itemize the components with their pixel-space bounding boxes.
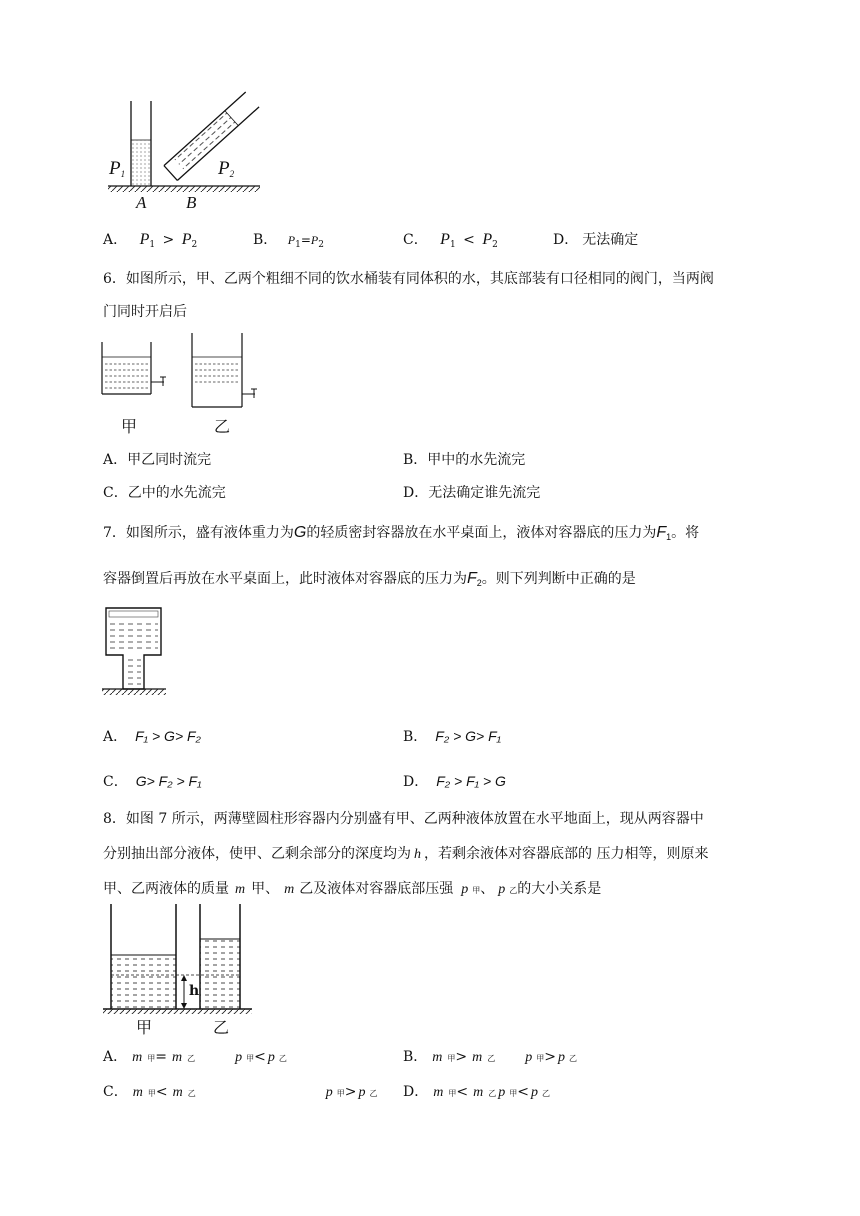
- q5-option-a[interactable]: A． $P_1 > P_2$: [103, 231, 198, 250]
- label-p1: $P_1$: [109, 158, 126, 179]
- q8-option-b[interactable]: B． m 甲> m 乙 p 甲> p 乙: [403, 1049, 578, 1065]
- q7-stem-line1: 7．如图所示，盛有液体重力为G的轻质密封容器放在水平桌面上，液体对容器底的压力为$F_1$。将: [103, 524, 700, 542]
- q8-stem-line3: 甲、乙两液体的质量 m 甲、 m 乙及液体对容器底部压强 p 甲、 p 乙的大小关系是: [103, 881, 602, 897]
- q5-figure: [100, 95, 270, 220]
- q6-option-a[interactable]: A．甲乙同时流完: [103, 452, 212, 468]
- q5-option-c[interactable]: C． $P_1 < P_2$: [403, 231, 498, 250]
- q6-label-right: 乙: [214, 417, 231, 436]
- label-b: B: [186, 193, 197, 212]
- q7-option-a[interactable]: A． F₁ > G> F₂: [103, 728, 201, 745]
- q6-stem-line2: 门同时开启后: [103, 304, 187, 320]
- q7-option-c[interactable]: C． G> F₂ > F₁: [103, 773, 202, 790]
- q8-figure: [100, 902, 260, 1017]
- q7-option-b[interactable]: B． F₂ > G> F₁: [403, 728, 502, 745]
- q8-stem-line1: 8．如图 7 所示，两薄壁圆柱形容器内分别盛有甲、乙两种液体放置在水平地面上，现从两容器中: [103, 811, 704, 827]
- q8-stem-line2: 分别抽出部分液体，使甲、乙剩余部分的深度均为 h ，若剩余液体对容器底部的 压力相等，则原来: [103, 846, 709, 862]
- q6-option-d[interactable]: D．无法确定谁先流完: [403, 485, 541, 501]
- q8-label-h: h: [189, 983, 200, 999]
- label-a: A: [136, 193, 147, 212]
- q5-option-b[interactable]: B． $P_1=P_2$: [253, 232, 324, 250]
- q7-option-d[interactable]: D． F₂ > F₁ > G: [403, 773, 506, 790]
- q8-option-a[interactable]: A． m 甲= m 乙 p 甲< p 乙: [103, 1049, 287, 1065]
- q8-option-c[interactable]: C． m 甲< m 乙 p 甲> p 乙: [103, 1084, 378, 1100]
- q6-label-left: 甲: [121, 417, 138, 436]
- q8-option-d[interactable]: D． m 甲< m 乙 p 甲< p 乙: [403, 1084, 550, 1100]
- q6-figure: [100, 330, 270, 410]
- q6-option-c[interactable]: C．乙中的水先流完: [103, 485, 226, 501]
- q8-label-left: 甲: [136, 1018, 153, 1037]
- label-p2: $P_2$: [218, 158, 235, 179]
- q6-stem-line1: 6．如图所示，甲、乙两个粗细不同的饮水桶装有同体积的水，其底部装有口径相同的阀门，当两阀: [103, 271, 714, 287]
- q7-stem-line2: 容器倒置后再放在水平桌面上，此时液体对容器底的压力为$F_2$。则下列判断中正确的是: [103, 570, 636, 588]
- q8-label-right: 乙: [213, 1018, 230, 1037]
- q7-figure: [100, 603, 170, 703]
- q6-option-b[interactable]: B．甲中的水先流完: [403, 452, 526, 468]
- q5-option-d[interactable]: D． 无法确定: [553, 232, 639, 248]
